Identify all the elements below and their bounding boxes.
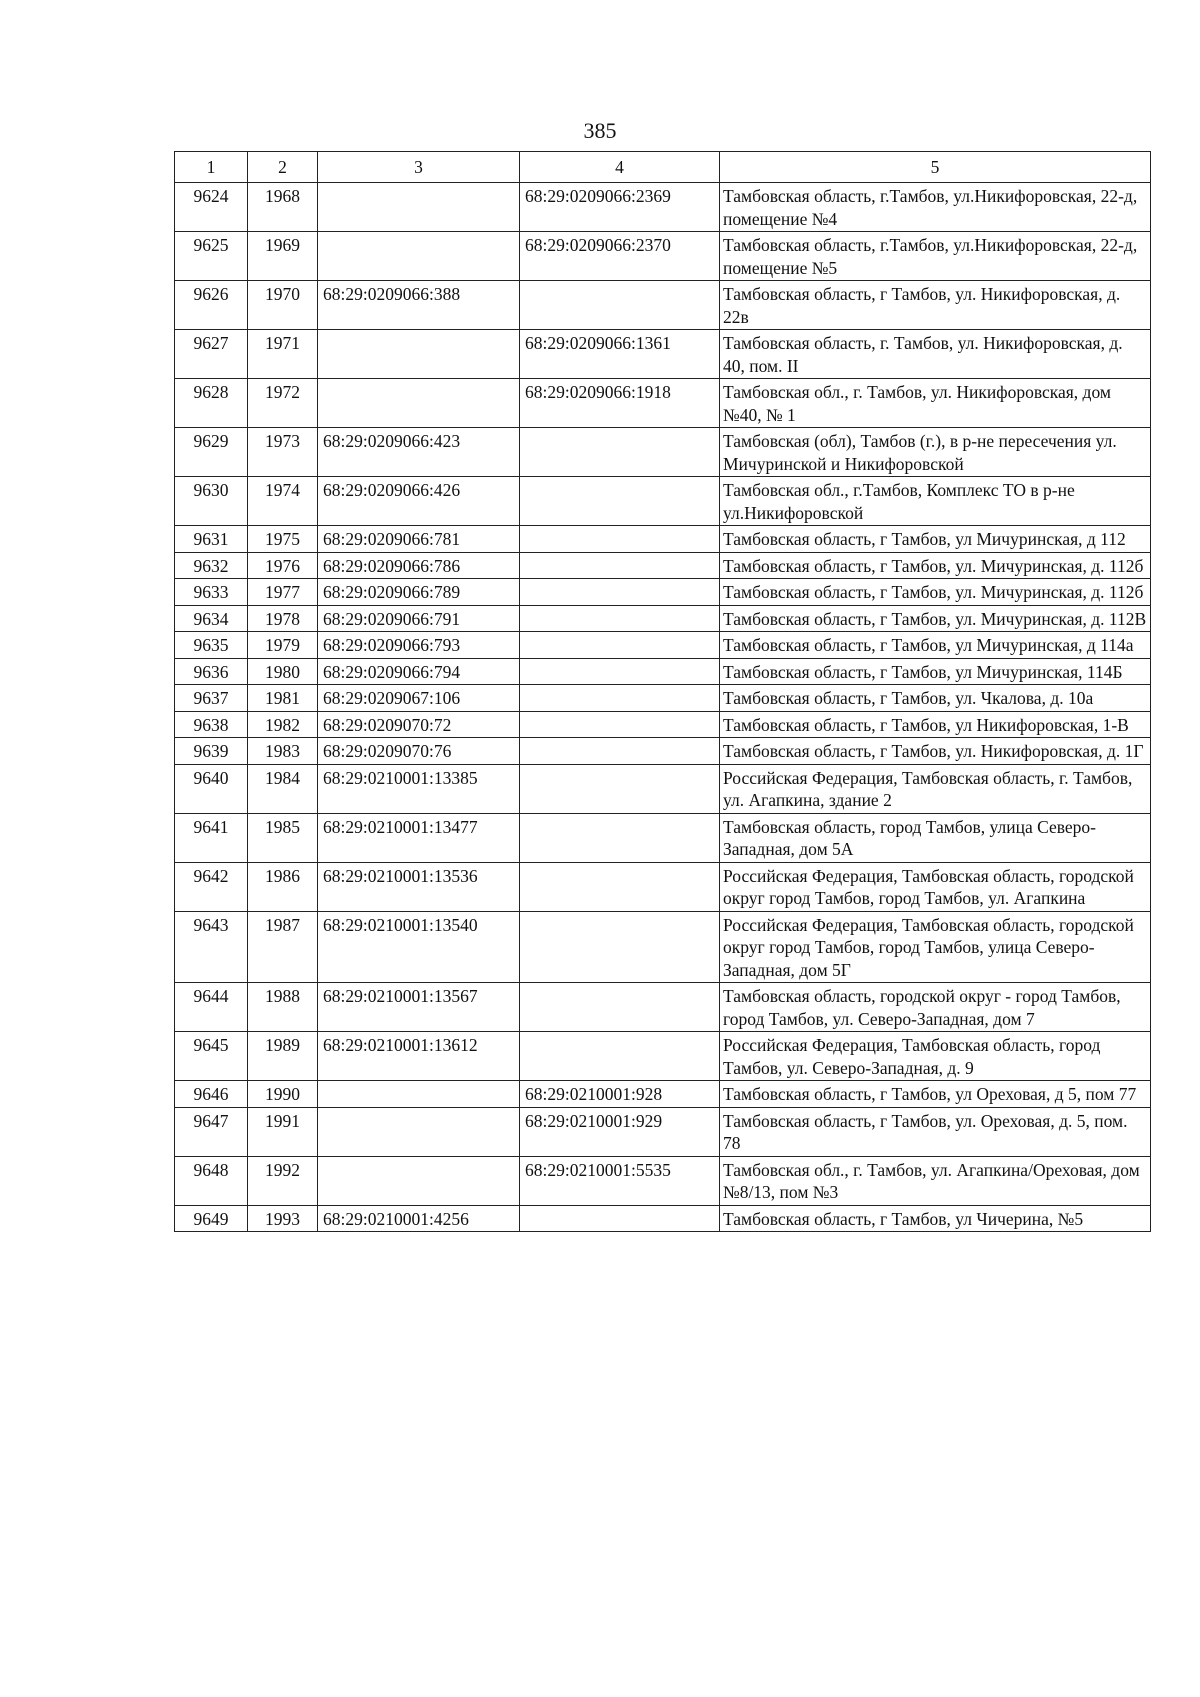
row-number-cell: 9638	[175, 711, 248, 738]
object-code-cell: 1970	[248, 281, 318, 330]
land-cadastral-cell	[318, 1156, 520, 1205]
building-cadastral-cell: 68:29:0210001:5535	[520, 1156, 720, 1205]
row-number-cell: 9648	[175, 1156, 248, 1205]
land-cadastral-cell: 68:29:0209066:786	[318, 552, 520, 579]
land-cadastral-cell: 68:29:0209070:76	[318, 738, 520, 765]
column-header-4: 4	[520, 152, 720, 183]
address-cell: Тамбовская область, г Тамбов, ул Мичуринская, 114Б	[720, 658, 1151, 685]
object-code-cell: 1981	[248, 685, 318, 712]
building-cadastral-cell	[520, 862, 720, 911]
address-cell: Российская Федерация, Тамбовская область, городской округ город Тамбов, город Тамбов, улица Северо-Западная, дом 5Г	[720, 911, 1151, 983]
address-cell: Тамбовская область, г Тамбов, ул. Мичуринская, д. 112б	[720, 579, 1151, 606]
address-cell: Тамбовская область, г Тамбов, ул. Никифоровская, д. 22в	[720, 281, 1151, 330]
table-row	[175, 711, 1151, 738]
building-cadastral-cell	[520, 685, 720, 712]
row-number-cell: 9624	[175, 183, 248, 232]
address-cell: Российская Федерация, Тамбовская область, г. Тамбов, ул. Агапкина, здание 2	[720, 764, 1151, 813]
row-number-cell: 9640	[175, 764, 248, 813]
address-cell: Тамбовская область, г Тамбов, ул. Чкалова, д. 10а	[720, 685, 1151, 712]
table-row	[175, 330, 1151, 379]
table-row	[175, 526, 1151, 553]
object-code-cell: 1987	[248, 911, 318, 983]
row-number-cell: 9631	[175, 526, 248, 553]
building-cadastral-cell	[520, 632, 720, 659]
building-cadastral-cell	[520, 281, 720, 330]
table-row	[175, 911, 1151, 983]
page-number: 385	[583, 118, 617, 143]
land-cadastral-cell	[318, 232, 520, 281]
table-row	[175, 738, 1151, 765]
building-cadastral-cell	[520, 711, 720, 738]
table-row	[175, 1156, 1151, 1205]
address-cell: Российская Федерация, Тамбовская область, городской округ город Тамбов, город Тамбов, ул. Агапкина	[720, 862, 1151, 911]
row-number-cell: 9628	[175, 379, 248, 428]
row-number-cell: 9630	[175, 477, 248, 526]
row-number-cell: 9627	[175, 330, 248, 379]
building-cadastral-cell	[520, 911, 720, 983]
object-code-cell: 1973	[248, 428, 318, 477]
building-cadastral-cell	[520, 428, 720, 477]
row-number-cell: 9646	[175, 1081, 248, 1108]
land-cadastral-cell	[318, 330, 520, 379]
building-cadastral-cell	[520, 738, 720, 765]
address-cell: Тамбовская область, г Тамбов, ул. Никифоровская, д. 1Г	[720, 738, 1151, 765]
land-cadastral-cell: 68:29:0209066:426	[318, 477, 520, 526]
building-cadastral-cell	[520, 764, 720, 813]
object-code-cell: 1990	[248, 1081, 318, 1108]
land-cadastral-cell: 68:29:0210001:4256	[318, 1205, 520, 1232]
object-code-cell: 1968	[248, 183, 318, 232]
table-row	[175, 379, 1151, 428]
address-cell: Тамбовская область, г Тамбов, ул Мичуринская, д 112	[720, 526, 1151, 553]
object-code-cell: 1974	[248, 477, 318, 526]
header-row	[175, 152, 1151, 183]
object-code-cell: 1975	[248, 526, 318, 553]
land-cadastral-cell: 68:29:0209067:106	[318, 685, 520, 712]
address-cell: Тамбовская область, г Тамбов, ул Ореховая, д 5, пом 77	[720, 1081, 1151, 1108]
table-row	[175, 477, 1151, 526]
row-number-cell: 9645	[175, 1032, 248, 1081]
building-cadastral-cell	[520, 477, 720, 526]
row-number-cell: 9633	[175, 579, 248, 606]
object-code-cell: 1992	[248, 1156, 318, 1205]
land-cadastral-cell	[318, 1107, 520, 1156]
object-code-cell: 1986	[248, 862, 318, 911]
address-cell: Тамбовская обл., г.Тамбов, Комплекс ТО в р-не ул.Никифоровской	[720, 477, 1151, 526]
row-number-cell: 9644	[175, 983, 248, 1032]
object-code-cell: 1969	[248, 232, 318, 281]
row-number-cell: 9634	[175, 605, 248, 632]
building-cadastral-cell	[520, 813, 720, 862]
address-cell: Тамбовская обл., г. Тамбов, ул. Агапкина/Ореховая, дом №8/13, пом №3	[720, 1156, 1151, 1205]
row-number-cell: 9625	[175, 232, 248, 281]
column-header-3: 3	[318, 152, 520, 183]
land-cadastral-cell: 68:29:0210001:13477	[318, 813, 520, 862]
column-header-5: 5	[720, 152, 1151, 183]
row-number-cell: 9643	[175, 911, 248, 983]
building-cadastral-cell	[520, 605, 720, 632]
table-row	[175, 605, 1151, 632]
address-cell: Тамбовская область, г Тамбов, ул Никифоровская, 1-В	[720, 711, 1151, 738]
object-code-cell: 1993	[248, 1205, 318, 1232]
building-cadastral-cell: 68:29:0209066:2369	[520, 183, 720, 232]
address-cell: Тамбовская обл., г. Тамбов, ул. Никифоровская, дом №40, № 1	[720, 379, 1151, 428]
table-row	[175, 183, 1151, 232]
land-cadastral-cell: 68:29:0210001:13612	[318, 1032, 520, 1081]
table-row	[175, 579, 1151, 606]
table-row	[175, 232, 1151, 281]
address-cell: Тамбовская область, городской округ - город Тамбов, город Тамбов, ул. Северо-Западная, дом 7	[720, 983, 1151, 1032]
address-cell: Тамбовская область, г. Тамбов, ул. Никифоровская, д. 40, пом. II	[720, 330, 1151, 379]
building-cadastral-cell	[520, 983, 720, 1032]
row-number-cell: 9632	[175, 552, 248, 579]
row-number-cell: 9635	[175, 632, 248, 659]
object-code-cell: 1971	[248, 330, 318, 379]
table-row	[175, 658, 1151, 685]
table-row	[175, 1032, 1151, 1081]
table-row	[175, 1205, 1151, 1232]
building-cadastral-cell	[520, 658, 720, 685]
table-row	[175, 632, 1151, 659]
address-cell: Тамбовская область, г.Тамбов, ул.Никифоровская, 22-д, помещение №4	[720, 183, 1151, 232]
building-cadastral-cell	[520, 1205, 720, 1232]
land-cadastral-cell	[318, 183, 520, 232]
land-cadastral-cell	[318, 379, 520, 428]
land-cadastral-cell	[318, 1081, 520, 1108]
building-cadastral-cell: 68:29:0209066:2370	[520, 232, 720, 281]
land-cadastral-cell: 68:29:0209066:388	[318, 281, 520, 330]
object-code-cell: 1972	[248, 379, 318, 428]
object-code-cell: 1989	[248, 1032, 318, 1081]
table-row	[175, 552, 1151, 579]
table-row	[175, 764, 1151, 813]
column-header-2: 2	[248, 152, 318, 183]
land-cadastral-cell: 68:29:0209066:423	[318, 428, 520, 477]
row-number-cell: 9649	[175, 1205, 248, 1232]
row-number-cell: 9626	[175, 281, 248, 330]
land-cadastral-cell: 68:29:0209066:793	[318, 632, 520, 659]
table-row	[175, 685, 1151, 712]
address-cell: Тамбовская область, г.Тамбов, ул.Никифоровская, 22-д, помещение №5	[720, 232, 1151, 281]
land-cadastral-cell: 68:29:0210001:13540	[318, 911, 520, 983]
table-body	[175, 183, 1151, 1232]
building-cadastral-cell: 68:29:0210001:928	[520, 1081, 720, 1108]
row-number-cell: 9641	[175, 813, 248, 862]
row-number-cell: 9636	[175, 658, 248, 685]
object-code-cell: 1977	[248, 579, 318, 606]
table-row	[175, 862, 1151, 911]
land-cadastral-cell: 68:29:0209066:789	[318, 579, 520, 606]
object-code-cell: 1979	[248, 632, 318, 659]
building-cadastral-cell: 68:29:0210001:929	[520, 1107, 720, 1156]
object-code-cell: 1982	[248, 711, 318, 738]
row-number-cell: 9642	[175, 862, 248, 911]
land-cadastral-cell: 68:29:0209066:791	[318, 605, 520, 632]
object-code-cell: 1991	[248, 1107, 318, 1156]
object-code-cell: 1984	[248, 764, 318, 813]
land-cadastral-cell: 68:29:0210001:13567	[318, 983, 520, 1032]
object-code-cell: 1983	[248, 738, 318, 765]
row-number-cell: 9647	[175, 1107, 248, 1156]
table-row	[175, 1107, 1151, 1156]
address-cell: Тамбовская область, г Тамбов, ул Чичерина, №5	[720, 1205, 1151, 1232]
row-number-cell: 9639	[175, 738, 248, 765]
land-cadastral-cell: 68:29:0210001:13385	[318, 764, 520, 813]
object-code-cell: 1988	[248, 983, 318, 1032]
land-cadastral-cell: 68:29:0209070:72	[318, 711, 520, 738]
object-code-cell: 1976	[248, 552, 318, 579]
object-code-cell: 1985	[248, 813, 318, 862]
table-row	[175, 983, 1151, 1032]
table-row	[175, 1081, 1151, 1108]
register-table	[174, 151, 1151, 1232]
row-number-cell: 9629	[175, 428, 248, 477]
land-cadastral-cell: 68:29:0210001:13536	[318, 862, 520, 911]
address-cell: Тамбовская область, г Тамбов, ул Мичуринская, д 114а	[720, 632, 1151, 659]
building-cadastral-cell	[520, 552, 720, 579]
land-cadastral-cell: 68:29:0209066:794	[318, 658, 520, 685]
object-code-cell: 1978	[248, 605, 318, 632]
address-cell: Тамбовская область, город Тамбов, улица Северо-Западная, дом 5А	[720, 813, 1151, 862]
address-cell: Российская Федерация, Тамбовская область, город Тамбов, ул. Северо-Западная, д. 9	[720, 1032, 1151, 1081]
building-cadastral-cell: 68:29:0209066:1918	[520, 379, 720, 428]
table-row	[175, 428, 1151, 477]
building-cadastral-cell	[520, 1032, 720, 1081]
table-row	[175, 813, 1151, 862]
column-header-1: 1	[175, 152, 248, 183]
building-cadastral-cell	[520, 579, 720, 606]
object-code-cell: 1980	[248, 658, 318, 685]
address-cell: Тамбовская (обл), Тамбов (г.), в р-не пересечения ул. Мичуринской и Никифоровской	[720, 428, 1151, 477]
land-cadastral-cell: 68:29:0209066:781	[318, 526, 520, 553]
row-number-cell: 9637	[175, 685, 248, 712]
table-row	[175, 281, 1151, 330]
building-cadastral-cell: 68:29:0209066:1361	[520, 330, 720, 379]
building-cadastral-cell	[520, 526, 720, 553]
address-cell: Тамбовская область, г Тамбов, ул. Мичуринская, д. 112б	[720, 552, 1151, 579]
address-cell: Тамбовская область, г Тамбов, ул. Мичуринская, д. 112В	[720, 605, 1151, 632]
address-cell: Тамбовская область, г Тамбов, ул. Ореховая, д. 5, пом. 78	[720, 1107, 1151, 1156]
